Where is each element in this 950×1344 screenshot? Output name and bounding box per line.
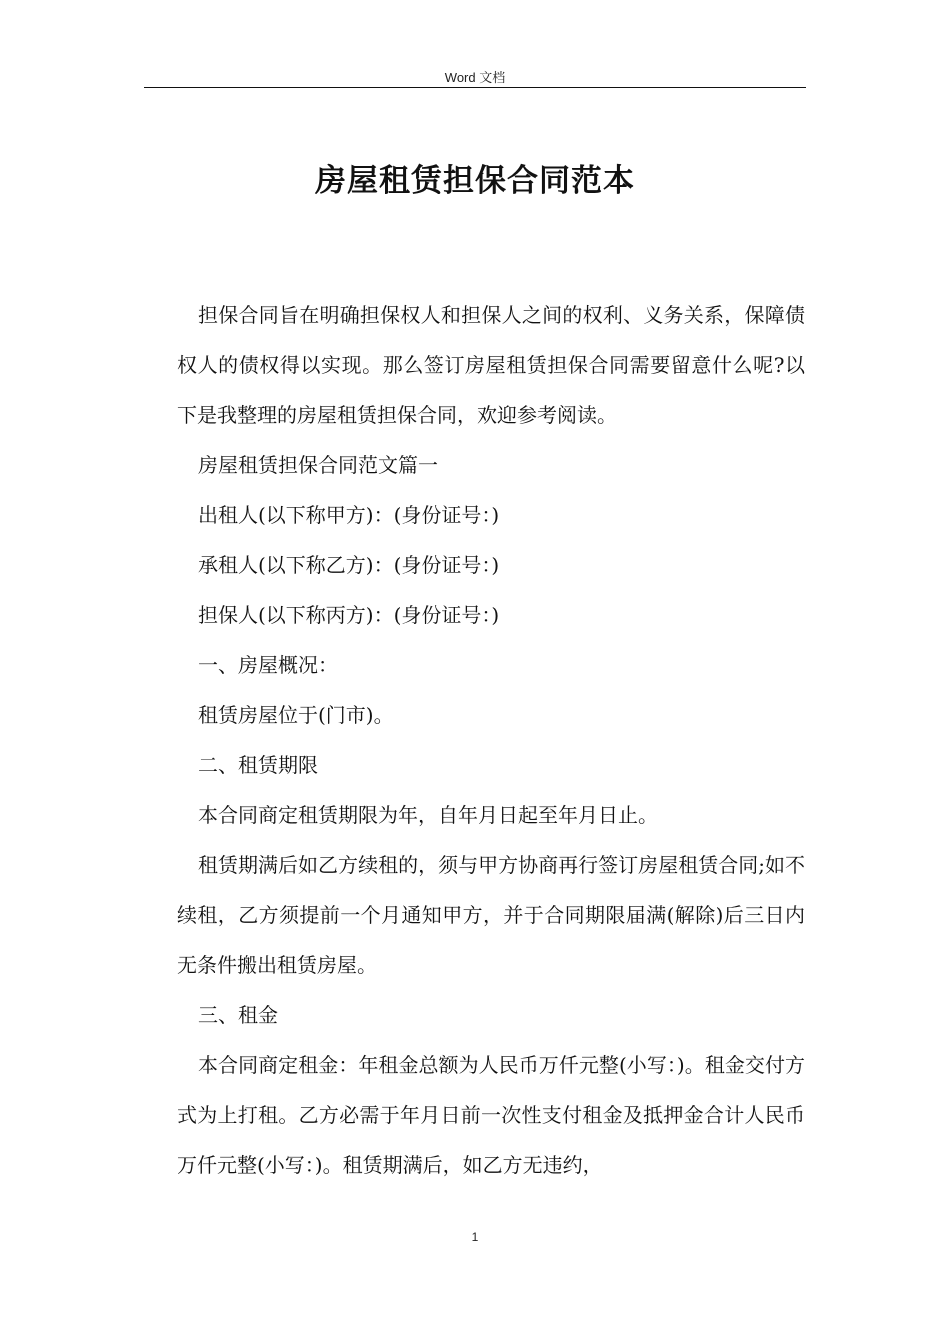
paragraph-lessor: 出租人(以下称甲方)：(身份证号：)	[198, 503, 500, 527]
paragraph-section-heading: 房屋租赁担保合同范文篇一	[198, 453, 438, 477]
header-label: Word 文档	[444, 70, 506, 85]
page-number: 1	[471, 1230, 479, 1244]
paragraph-clause-2-heading: 二、租赁期限	[198, 753, 318, 777]
document-title: 房屋租赁担保合同范本	[315, 163, 635, 199]
paragraph-clause-2-term: 本合同商定租赁期限为年，自年月日起至年月日止。	[198, 803, 658, 827]
document-body	[177, 290, 805, 1190]
paragraph-lessee: 承租人(以下称乙方)：(身份证号：)	[198, 553, 500, 577]
paragraph-clause-3-rent: 本合同商定租金：年租金总额为人民币万仟元整(小写：)。租金交付方式为上打租。乙方必需于年月日前一次性支付租金及抵押金合计人民币万仟元整(小写：)。租赁期满后，如乙方无违约，	[177, 1053, 805, 1177]
paragraph-clause-3-heading: 三、租金	[198, 1003, 278, 1027]
header-divider	[144, 87, 806, 88]
paragraph-intro: 担保合同旨在明确担保权人和担保人之间的权利、义务关系，保障债权人的债权得以实现。那么签订房屋租赁担保合同需要留意什么呢?以下是我整理的房屋租赁担保合同，欢迎参考阅读。	[177, 303, 805, 427]
paragraph-guarantor: 担保人(以下称丙方)：(身份证号：)	[198, 603, 500, 627]
paragraph-clause-2-renewal: 租赁期满后如乙方续租的，须与甲方协商再行签订房屋租赁合同;如不续租，乙方须提前一个月通知甲方，并于合同期限届满(解除)后三日内无条件搬出租赁房屋。	[177, 853, 805, 977]
paragraph-clause-1-heading: 一、房屋概况：	[198, 653, 338, 677]
paragraph-clause-1-text: 租赁房屋位于(门市)。	[198, 703, 394, 727]
